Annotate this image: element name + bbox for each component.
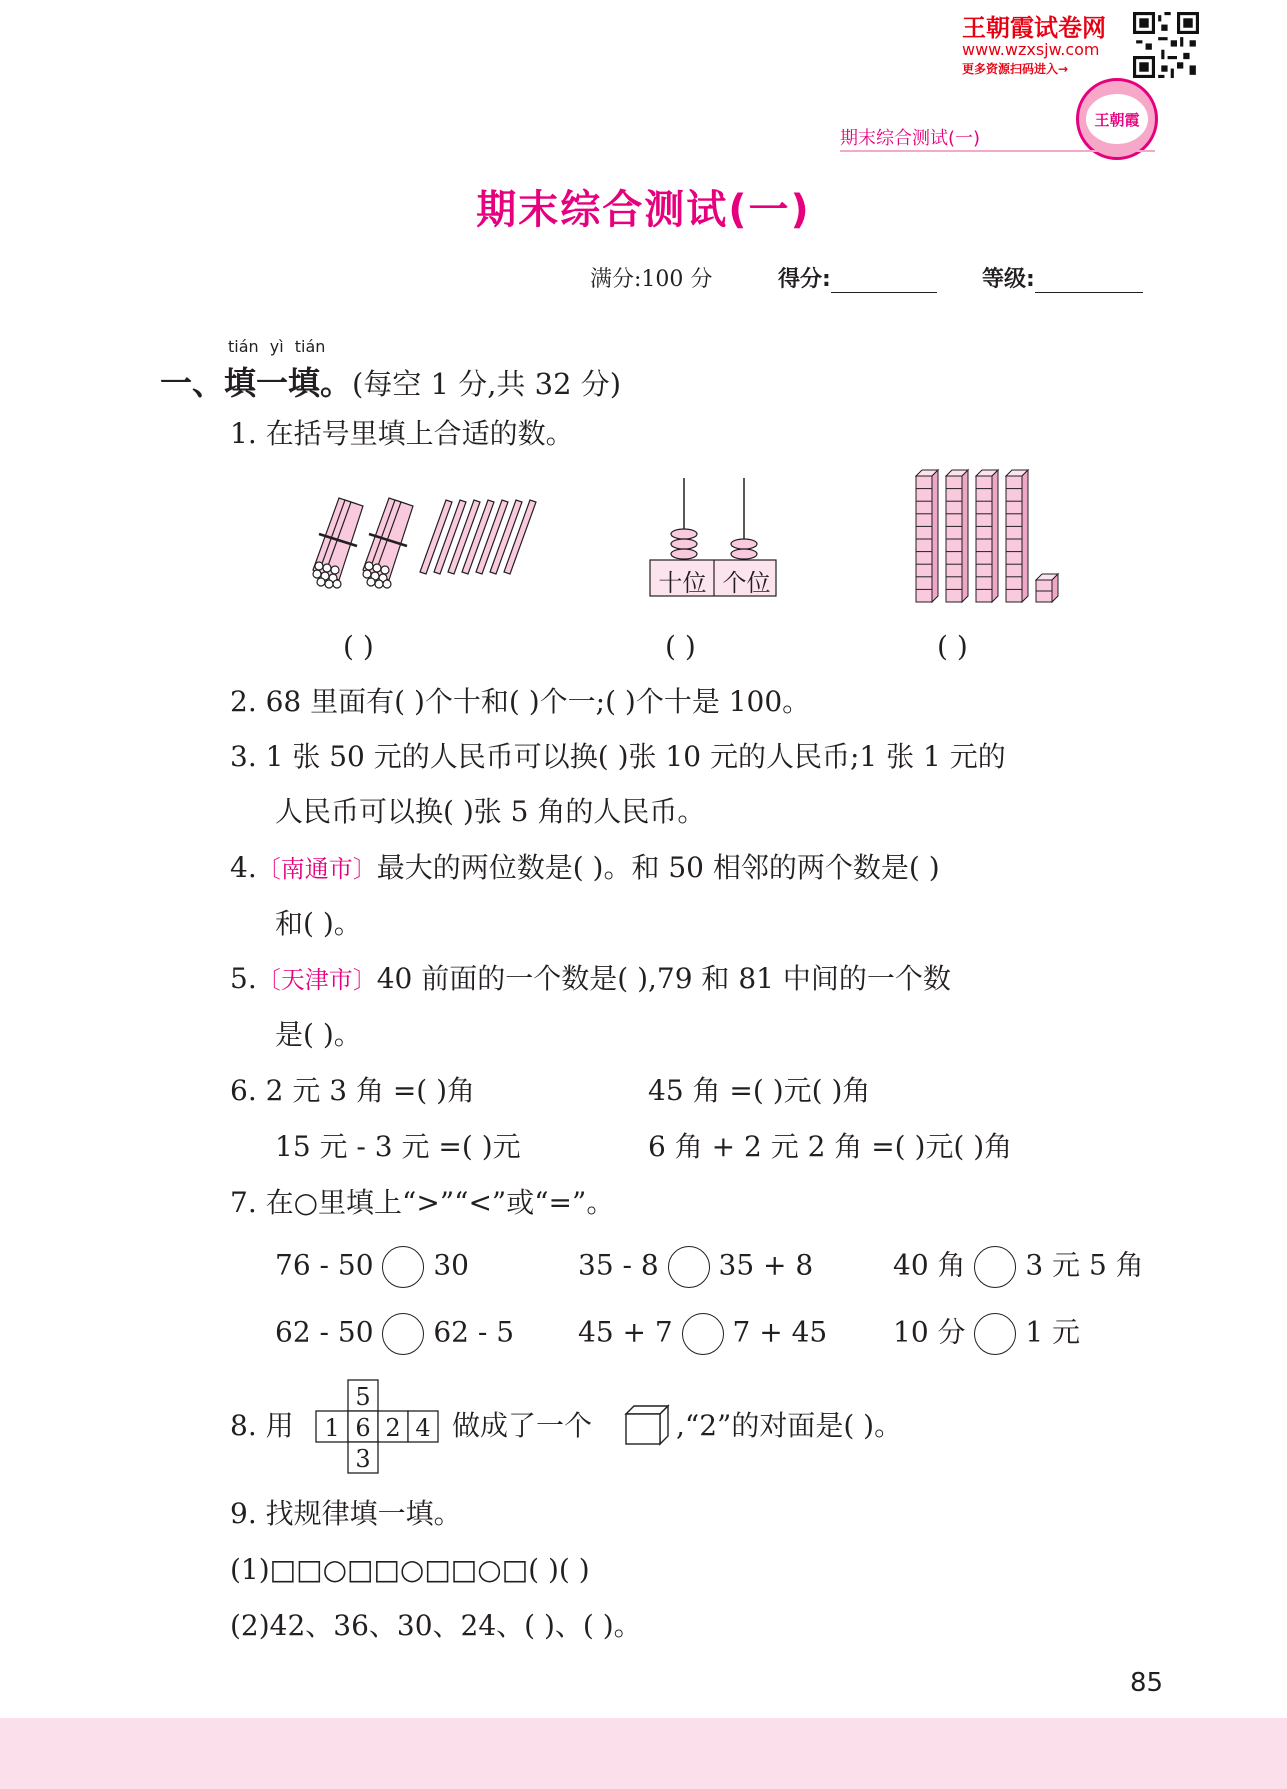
net-face-4: 4 — [415, 1414, 431, 1442]
q1-answer-sticks[interactable]: ( ) — [343, 630, 374, 663]
full-score: 满分:100 分 — [590, 267, 713, 292]
question-5-line2: 是( )。 — [275, 1018, 362, 1051]
section-title-text: 一、填一填。 — [160, 364, 353, 402]
q7-row1-item2 — [578, 1246, 813, 1288]
q4-number: 4. — [230, 851, 257, 884]
question-9-part2: (2)42、36、30、24、( )、( )。 — [230, 1609, 642, 1642]
section-tag: 期末综合测试(一) — [840, 128, 981, 149]
stick-bundles-image — [300, 490, 540, 590]
brand-name: 王朝霞试卷网 — [962, 14, 1106, 42]
compare-circle[interactable] — [668, 1246, 710, 1288]
question-6-item2: 45 角 =( )元( )角 — [648, 1074, 871, 1107]
compare-circle[interactable] — [974, 1246, 1016, 1288]
section-pinyin: tián yì tián — [228, 337, 326, 356]
question-4-line2: 和( )。 — [275, 907, 362, 940]
question-8-prefix: 8. 用 — [230, 1409, 294, 1442]
compare-circle[interactable] — [682, 1313, 724, 1355]
q7-right: 7 + 45 — [732, 1315, 828, 1349]
question-4-line1 — [230, 851, 940, 884]
q5-number: 5. — [230, 962, 257, 995]
question-9: 9. 找规律填一填。 — [230, 1497, 462, 1530]
q7-right: 62 - 5 — [433, 1315, 515, 1349]
seal-text: 王朝霞 — [1086, 94, 1148, 144]
net-face-3: 2 — [385, 1414, 401, 1442]
q4-city-tag: 〔南通市〕 — [256, 855, 377, 883]
question-8-middle: 做成了一个 — [452, 1409, 593, 1442]
q7-left: 62 - 50 — [275, 1315, 374, 1349]
footer-band — [0, 1718, 1287, 1789]
cube-icon — [624, 1404, 670, 1446]
section-note: (每空 1 分,共 32 分) — [352, 367, 622, 401]
score-blank[interactable] — [831, 268, 937, 293]
page-number: 85 — [1130, 1668, 1164, 1698]
q7-left: 10 分 — [893, 1315, 966, 1349]
header-divider — [840, 150, 1155, 152]
section-title — [160, 358, 621, 404]
q4-text: 最大的两位数是( )。和 50 相邻的两个数是( ) — [376, 851, 940, 884]
question-7: 7. 在○里填上“>”“<”或“=”。 — [230, 1186, 615, 1219]
question-8-suffix: ,“2”的对面是( )。 — [676, 1409, 903, 1442]
q1-answer-cubes[interactable]: ( ) — [937, 630, 968, 663]
question-5-line1 — [230, 962, 951, 995]
q7-right: 30 — [433, 1248, 469, 1282]
seal-logo — [1076, 78, 1158, 160]
grade-field[interactable] — [982, 262, 1143, 293]
q7-row2-item1 — [275, 1313, 514, 1355]
q7-right: 3 元 5 角 — [1025, 1248, 1144, 1282]
question-3-line2: 人民币可以换( )张 5 角的人民币。 — [275, 795, 706, 828]
net-face-top: 5 — [355, 1383, 371, 1411]
q5-city-tag: 〔天津市〕 — [256, 966, 377, 994]
question-3-line1: 3. 1 张 50 元的人民币可以换( )张 10 元的人民币;1 张 1 元的 — [230, 740, 1006, 773]
compare-circle[interactable] — [382, 1246, 424, 1288]
question-6-item4: 6 角 + 2 元 2 角 =( )元( )角 — [648, 1130, 1013, 1163]
q7-left: 40 角 — [893, 1248, 966, 1282]
q7-row2-item3 — [893, 1313, 1080, 1355]
question-6-item3: 15 元 - 3 元 =( )元 — [275, 1130, 521, 1163]
compare-circle[interactable] — [382, 1313, 424, 1355]
score-field[interactable] — [778, 262, 937, 293]
page-title: 期末综合测试(一) — [476, 187, 811, 233]
brand-tip: 更多资源扫码进入→ — [962, 62, 1069, 76]
abacus-ones-label: 个位 — [722, 569, 771, 597]
net-face-bottom: 3 — [355, 1445, 371, 1473]
grade-blank[interactable] — [1035, 268, 1143, 293]
question-1: 1. 在括号里填上合适的数。 — [230, 417, 574, 450]
abacus-tens-label: 十位 — [658, 569, 707, 597]
brand-url[interactable]: www.wzxsjw.com — [962, 40, 1100, 59]
q7-left: 35 - 8 — [578, 1248, 659, 1282]
grade-label: 等级: — [982, 267, 1035, 292]
q7-row2-item2 — [578, 1313, 827, 1355]
q7-row1-item1 — [275, 1246, 469, 1288]
q5-text: 40 前面的一个数是( ),79 和 81 中间的一个数 — [376, 962, 951, 995]
compare-circle[interactable] — [974, 1313, 1016, 1355]
qr-code-icon[interactable] — [1133, 12, 1199, 78]
q7-left: 45 + 7 — [578, 1315, 673, 1349]
cube-net-image — [313, 1379, 443, 1475]
q7-right: 1 元 — [1025, 1315, 1081, 1349]
q7-left: 76 - 50 — [275, 1248, 374, 1282]
q7-right: 35 + 8 — [718, 1248, 814, 1282]
q7-row1-item3 — [893, 1246, 1144, 1288]
question-9-part1: (1)□□○□□○□□○□( )( ) — [230, 1553, 590, 1586]
question-2: 2. 68 里面有( )个十和( )个一;( )个十是 100。 — [230, 685, 811, 718]
score-label: 得分: — [778, 267, 831, 292]
cube-columns-image — [912, 468, 1062, 608]
net-face-2: 6 — [355, 1414, 371, 1442]
q1-answer-abacus[interactable]: ( ) — [665, 630, 696, 663]
question-6-item1: 6. 2 元 3 角 =( )角 — [230, 1074, 476, 1107]
net-face-1: 1 — [324, 1414, 340, 1442]
